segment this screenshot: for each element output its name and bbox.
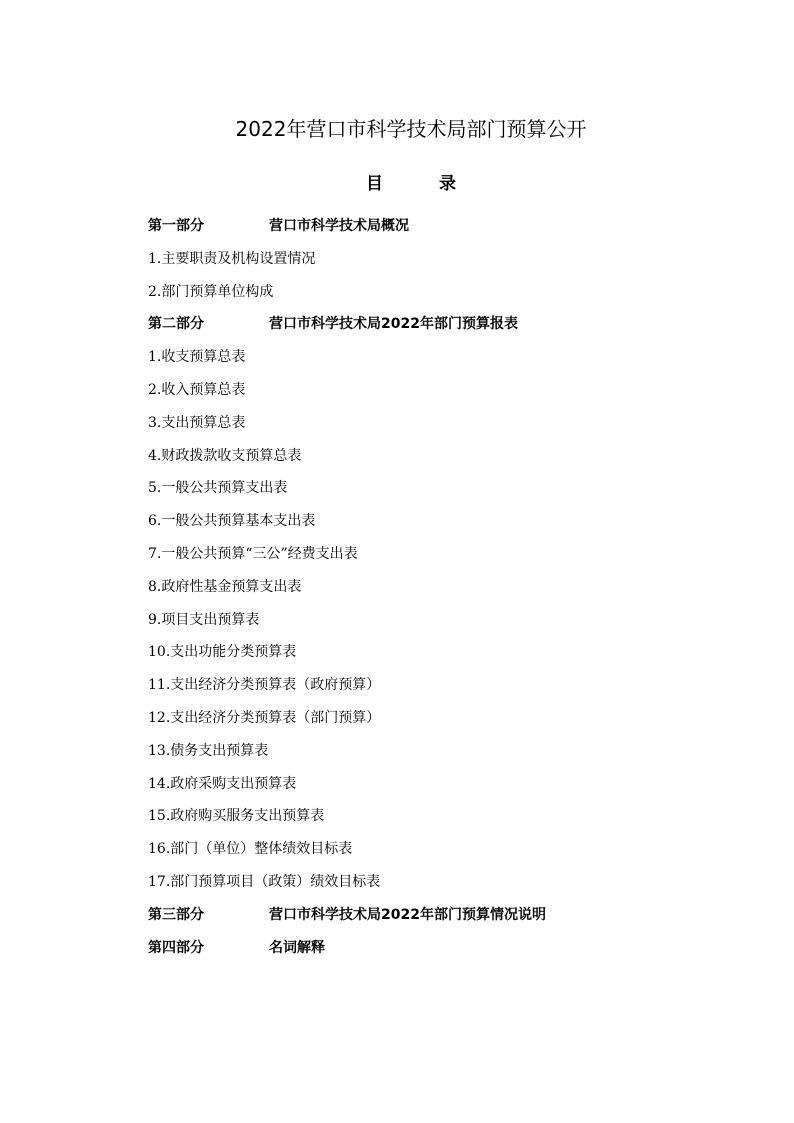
toc-part-label: 第二部分: [148, 316, 204, 333]
toc-part-1: [148, 210, 748, 243]
toc-item: 17.部门预算项目（政策）绩效目标表: [148, 873, 381, 890]
toc-part-title: 营口市科学技术局2022年部门预算报表: [269, 316, 518, 333]
toc-part-2: [148, 308, 748, 341]
toc-part-label: 第四部分: [148, 939, 204, 956]
toc-item: 1.收支预算总表: [148, 349, 246, 366]
toc-item: 7.一般公共预算“三公”经费支出表: [148, 545, 358, 562]
toc-item: 15.政府购买服务支出预算表: [148, 808, 325, 825]
toc-part-title: 营口市科学技术局概况: [269, 218, 409, 234]
toc-part-title: 营口市科学技术局2022年部门预算情况说明: [269, 906, 546, 923]
table-of-contents: [148, 210, 748, 964]
toc-item: 4.财政拨款收支预算总表: [148, 447, 302, 464]
toc-part-label: 第一部分: [148, 218, 204, 234]
toc-part-title: 名词解释: [269, 939, 325, 956]
toc-item: 16.部门（单位）整体绩效目标表: [148, 841, 353, 858]
toc-part-label: 第三部分: [148, 906, 204, 923]
document-title: 2022年营口市科学技术局部门预算公开: [235, 117, 587, 141]
toc-item: 14.政府采购支出预算表: [148, 775, 297, 792]
toc-part-4: [148, 932, 748, 965]
toc-item: 8.政府性基金预算支出表: [148, 578, 302, 595]
toc-item: 12.支出经济分类预算表（部门预算）: [148, 709, 381, 726]
toc-part-3: [148, 899, 748, 932]
toc-item: 1.主要职责及机构设置情况: [148, 250, 316, 267]
toc-item: 10.支出功能分类预算表: [148, 644, 297, 661]
toc-heading-left: 目: [366, 174, 383, 194]
toc-item: 2.收入预算总表: [148, 381, 246, 398]
toc-item: 6.一般公共预算基本支出表: [148, 513, 316, 530]
toc-item: 9.项目支出预算表: [148, 611, 260, 628]
toc-heading: [0, 172, 794, 196]
toc-item: 11.支出经济分类预算表（政府预算）: [148, 677, 381, 694]
toc-item: 3.支出预算总表: [148, 414, 246, 431]
toc-item: 13.债务支出预算表: [148, 742, 269, 759]
toc-item: 5.一般公共预算支出表: [148, 480, 288, 497]
toc-heading-right: 录: [439, 174, 456, 194]
toc-item: 2.部门预算单位构成: [148, 283, 274, 300]
